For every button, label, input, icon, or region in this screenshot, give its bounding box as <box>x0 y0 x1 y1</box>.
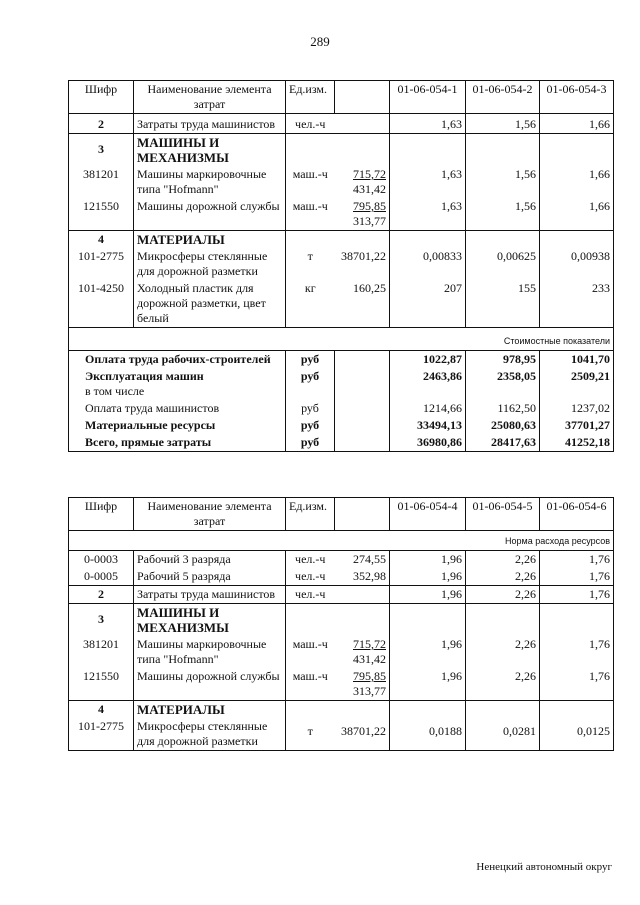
header-col-2: 01-06-054-5 <box>466 498 540 531</box>
cost-row <box>69 400 614 417</box>
cost-value-3: 2509,21 <box>540 368 614 400</box>
page-number: 289 <box>310 34 330 49</box>
machines-title: МАШИНЫ И МЕХАНИЗМЫ <box>134 604 286 637</box>
worker-unit: чел.-ч <box>286 568 335 586</box>
table-row <box>69 636 614 668</box>
material-value-1: 0,00833 <box>390 248 466 280</box>
table-row <box>69 114 614 134</box>
table-row <box>69 551 614 569</box>
labor-value-2: 2,26 <box>466 586 540 604</box>
table-header-row <box>69 81 614 114</box>
table-row <box>69 198 614 231</box>
machine-price-main: 795,85 <box>353 199 386 213</box>
cost-value-3: 1041,70 <box>540 351 614 369</box>
header-price <box>335 81 390 114</box>
material-value-2: 155 <box>466 280 540 328</box>
material-code: 101-4250 <box>69 280 134 328</box>
table-row <box>69 668 614 701</box>
material-unit: т <box>307 249 313 263</box>
machine-value-3: 1,66 <box>540 198 614 231</box>
cost-unit: руб <box>286 368 335 400</box>
machines-code: 3 <box>69 604 134 637</box>
header-code: Шифр <box>69 498 134 531</box>
material-price: 38701,22 <box>335 248 390 280</box>
material-unit: т <box>286 718 335 751</box>
cost-name: Материальные ресурсы <box>69 417 286 434</box>
machine-price <box>335 636 390 668</box>
table-row <box>69 586 614 604</box>
machine-price-operator: 431,42 <box>353 182 386 196</box>
cost-name: Всего, прямые затраты <box>69 434 286 452</box>
machine-value-3: 1,76 <box>540 636 614 668</box>
machine-price <box>335 198 390 231</box>
labor-value-2: 1,56 <box>466 114 540 134</box>
cost-unit: руб <box>286 417 335 434</box>
cost-unit: руб <box>286 400 335 417</box>
machine-price-main: 795,85 <box>353 669 386 683</box>
section-row <box>69 231 614 249</box>
table-header-row <box>69 498 614 531</box>
footer-region-name: Ненецкий автономный округ <box>476 861 612 873</box>
header-col-3: 01-06-054-3 <box>540 81 614 114</box>
machine-code: 121550 <box>69 198 134 231</box>
machine-name: Машины дорожной службы <box>134 668 286 701</box>
worker-code: 0-0005 <box>69 568 134 586</box>
cost-value-3: 41252,18 <box>540 434 614 452</box>
cost-value-1: 33494,13 <box>390 417 466 434</box>
worker-value-2: 2,26 <box>466 568 540 586</box>
machine-name: Машины маркировочные типа "Hofmann" <box>134 636 286 668</box>
labor-value-1: 1,96 <box>390 586 466 604</box>
machine-name: Машины дорожной службы <box>134 198 286 231</box>
section-row <box>69 604 614 637</box>
machine-code: 381201 <box>69 166 134 198</box>
machine-value-2: 1,56 <box>466 166 540 198</box>
material-unit: кг <box>286 280 335 328</box>
labor-code: 2 <box>69 114 134 134</box>
machine-value-2: 2,26 <box>466 636 540 668</box>
labor-value-3: 1,76 <box>540 586 614 604</box>
resource-table-1 <box>68 80 614 452</box>
material-value-3: 0,00938 <box>540 248 614 280</box>
worker-unit: чел.-ч <box>295 552 326 566</box>
material-name: Микросферы стеклянные для дорожной разметки <box>134 248 286 280</box>
cost-value-2: 2358,05 <box>466 368 540 400</box>
header-col-2: 01-06-054-2 <box>466 81 540 114</box>
header-unit: Ед.изм. <box>286 498 335 531</box>
table-row <box>69 280 614 328</box>
worker-price: 274,55 <box>335 551 390 569</box>
cost-value-3: 1237,02 <box>540 400 614 417</box>
cost-value-1: 2463,86 <box>390 368 466 400</box>
cost-value-2: 978,95 <box>466 351 540 369</box>
header-col-3: 01-06-054-6 <box>540 498 614 531</box>
section-row <box>69 701 614 719</box>
cost-name: Оплата труда машинистов <box>69 400 286 417</box>
labor-unit: чел.-ч <box>286 586 335 604</box>
cost-value-1: 1022,87 <box>390 351 466 369</box>
material-name: Микросферы стеклянные для дорожной разметки <box>134 718 286 751</box>
machine-value-1: 1,96 <box>390 668 466 701</box>
worker-value-1: 1,96 <box>390 551 466 569</box>
cost-value-1: 1214,66 <box>390 400 466 417</box>
labor-name: Затраты труда машинистов <box>134 114 286 134</box>
machine-value-1: 1,63 <box>390 198 466 231</box>
material-value-2: 0,00625 <box>466 248 540 280</box>
machine-unit: маш.-ч <box>292 167 328 181</box>
header-name: Наименование элемента затрат <box>134 81 286 114</box>
norm-header-row <box>69 531 614 551</box>
material-code: 101-2775 <box>69 248 134 280</box>
materials-code: 4 <box>69 231 134 249</box>
header-code: Шифр <box>69 81 134 114</box>
machine-price-operator: 313,77 <box>353 214 386 228</box>
cost-value-2: 28417,63 <box>466 434 540 452</box>
machine-price <box>335 166 390 198</box>
cost-unit: руб <box>286 351 335 369</box>
material-name: Холодный пластик для дорожной разметки, цвет белый <box>134 280 286 328</box>
resource-table-2 <box>68 497 614 751</box>
machine-code: 381201 <box>69 636 134 668</box>
machine-value-3: 1,76 <box>540 668 614 701</box>
material-value-1: 0,0188 <box>390 718 466 751</box>
norm-header: Норма расхода ресурсов <box>390 531 614 551</box>
cost-header-row <box>69 328 614 351</box>
machines-code: 3 <box>69 134 134 167</box>
header-col-1: 01-06-054-4 <box>390 498 466 531</box>
cost-unit: руб <box>286 434 335 452</box>
machine-name: Машины маркировочные типа "Hofmann" <box>134 166 286 198</box>
header-unit: Ед.изм. <box>286 81 335 114</box>
material-value-2: 0,0281 <box>466 718 540 751</box>
worker-name: Рабочий 3 разряда <box>134 551 286 569</box>
cost-name <box>69 368 286 400</box>
labor-value-3: 1,66 <box>540 114 614 134</box>
section-row <box>69 134 614 167</box>
materials-title: МАТЕРИАЛЫ <box>134 701 286 719</box>
cost-header: Стоимостные показатели <box>390 328 614 351</box>
labor-price <box>335 114 390 134</box>
cost-name-sub: в том числе <box>85 384 145 398</box>
material-value-1: 207 <box>390 280 466 328</box>
labor-code: 2 <box>69 586 134 604</box>
machine-price-operator: 431,42 <box>353 652 386 666</box>
worker-value-3: 1,76 <box>540 568 614 586</box>
cost-value-2: 1162,50 <box>466 400 540 417</box>
machine-unit: маш.-ч <box>286 198 335 231</box>
header-price <box>335 498 390 531</box>
machine-value-3: 1,66 <box>540 166 614 198</box>
header-name: Наименование элемента затрат <box>134 498 286 531</box>
table-row <box>69 166 614 198</box>
machine-unit: маш.-ч <box>286 668 335 701</box>
cost-name: Оплата труда рабочих-строителей <box>69 351 286 369</box>
labor-unit: чел.-ч <box>286 114 335 134</box>
cost-row <box>69 417 614 434</box>
worker-value-1: 1,96 <box>390 568 466 586</box>
cost-value-1: 36980,86 <box>390 434 466 452</box>
machine-price-main: 715,72 <box>353 167 386 181</box>
cost-value-2: 25080,63 <box>466 417 540 434</box>
worker-value-3: 1,76 <box>540 551 614 569</box>
machine-code: 121550 <box>69 668 134 701</box>
machine-value-1: 1,96 <box>390 636 466 668</box>
machine-value-1: 1,63 <box>390 166 466 198</box>
worker-value-2: 2,26 <box>466 551 540 569</box>
worker-code: 0-0003 <box>69 551 134 569</box>
machine-unit: маш.-ч <box>292 637 328 651</box>
labor-value-1: 1,63 <box>390 114 466 134</box>
header-col-1: 01-06-054-1 <box>390 81 466 114</box>
labor-name: Затраты труда машинистов <box>134 586 286 604</box>
cost-value-3: 37701,27 <box>540 417 614 434</box>
material-price: 160,25 <box>335 280 390 328</box>
machine-price-operator: 313,77 <box>353 684 386 698</box>
table-row <box>69 248 614 280</box>
materials-code: 4 <box>69 701 134 719</box>
cost-row <box>69 434 614 452</box>
material-code: 101-2775 <box>69 718 134 751</box>
worker-price: 352,98 <box>335 568 390 586</box>
table-row <box>69 568 614 586</box>
machine-value-2: 1,56 <box>466 198 540 231</box>
machines-title: МАШИНЫ И МЕХАНИЗМЫ <box>134 134 286 167</box>
machine-value-2: 2,26 <box>466 668 540 701</box>
material-value-3: 233 <box>540 280 614 328</box>
cost-name-text: Эксплуатация машин <box>85 369 204 383</box>
cost-row <box>69 368 614 400</box>
material-value-3: 0,0125 <box>540 718 614 751</box>
worker-name: Рабочий 5 разряда <box>134 568 286 586</box>
material-price: 38701,22 <box>335 718 390 751</box>
machine-price <box>335 668 390 701</box>
table-row <box>69 718 614 751</box>
cost-row <box>69 351 614 369</box>
materials-title: МАТЕРИАЛЫ <box>134 231 286 249</box>
machine-price-main: 715,72 <box>353 637 386 651</box>
